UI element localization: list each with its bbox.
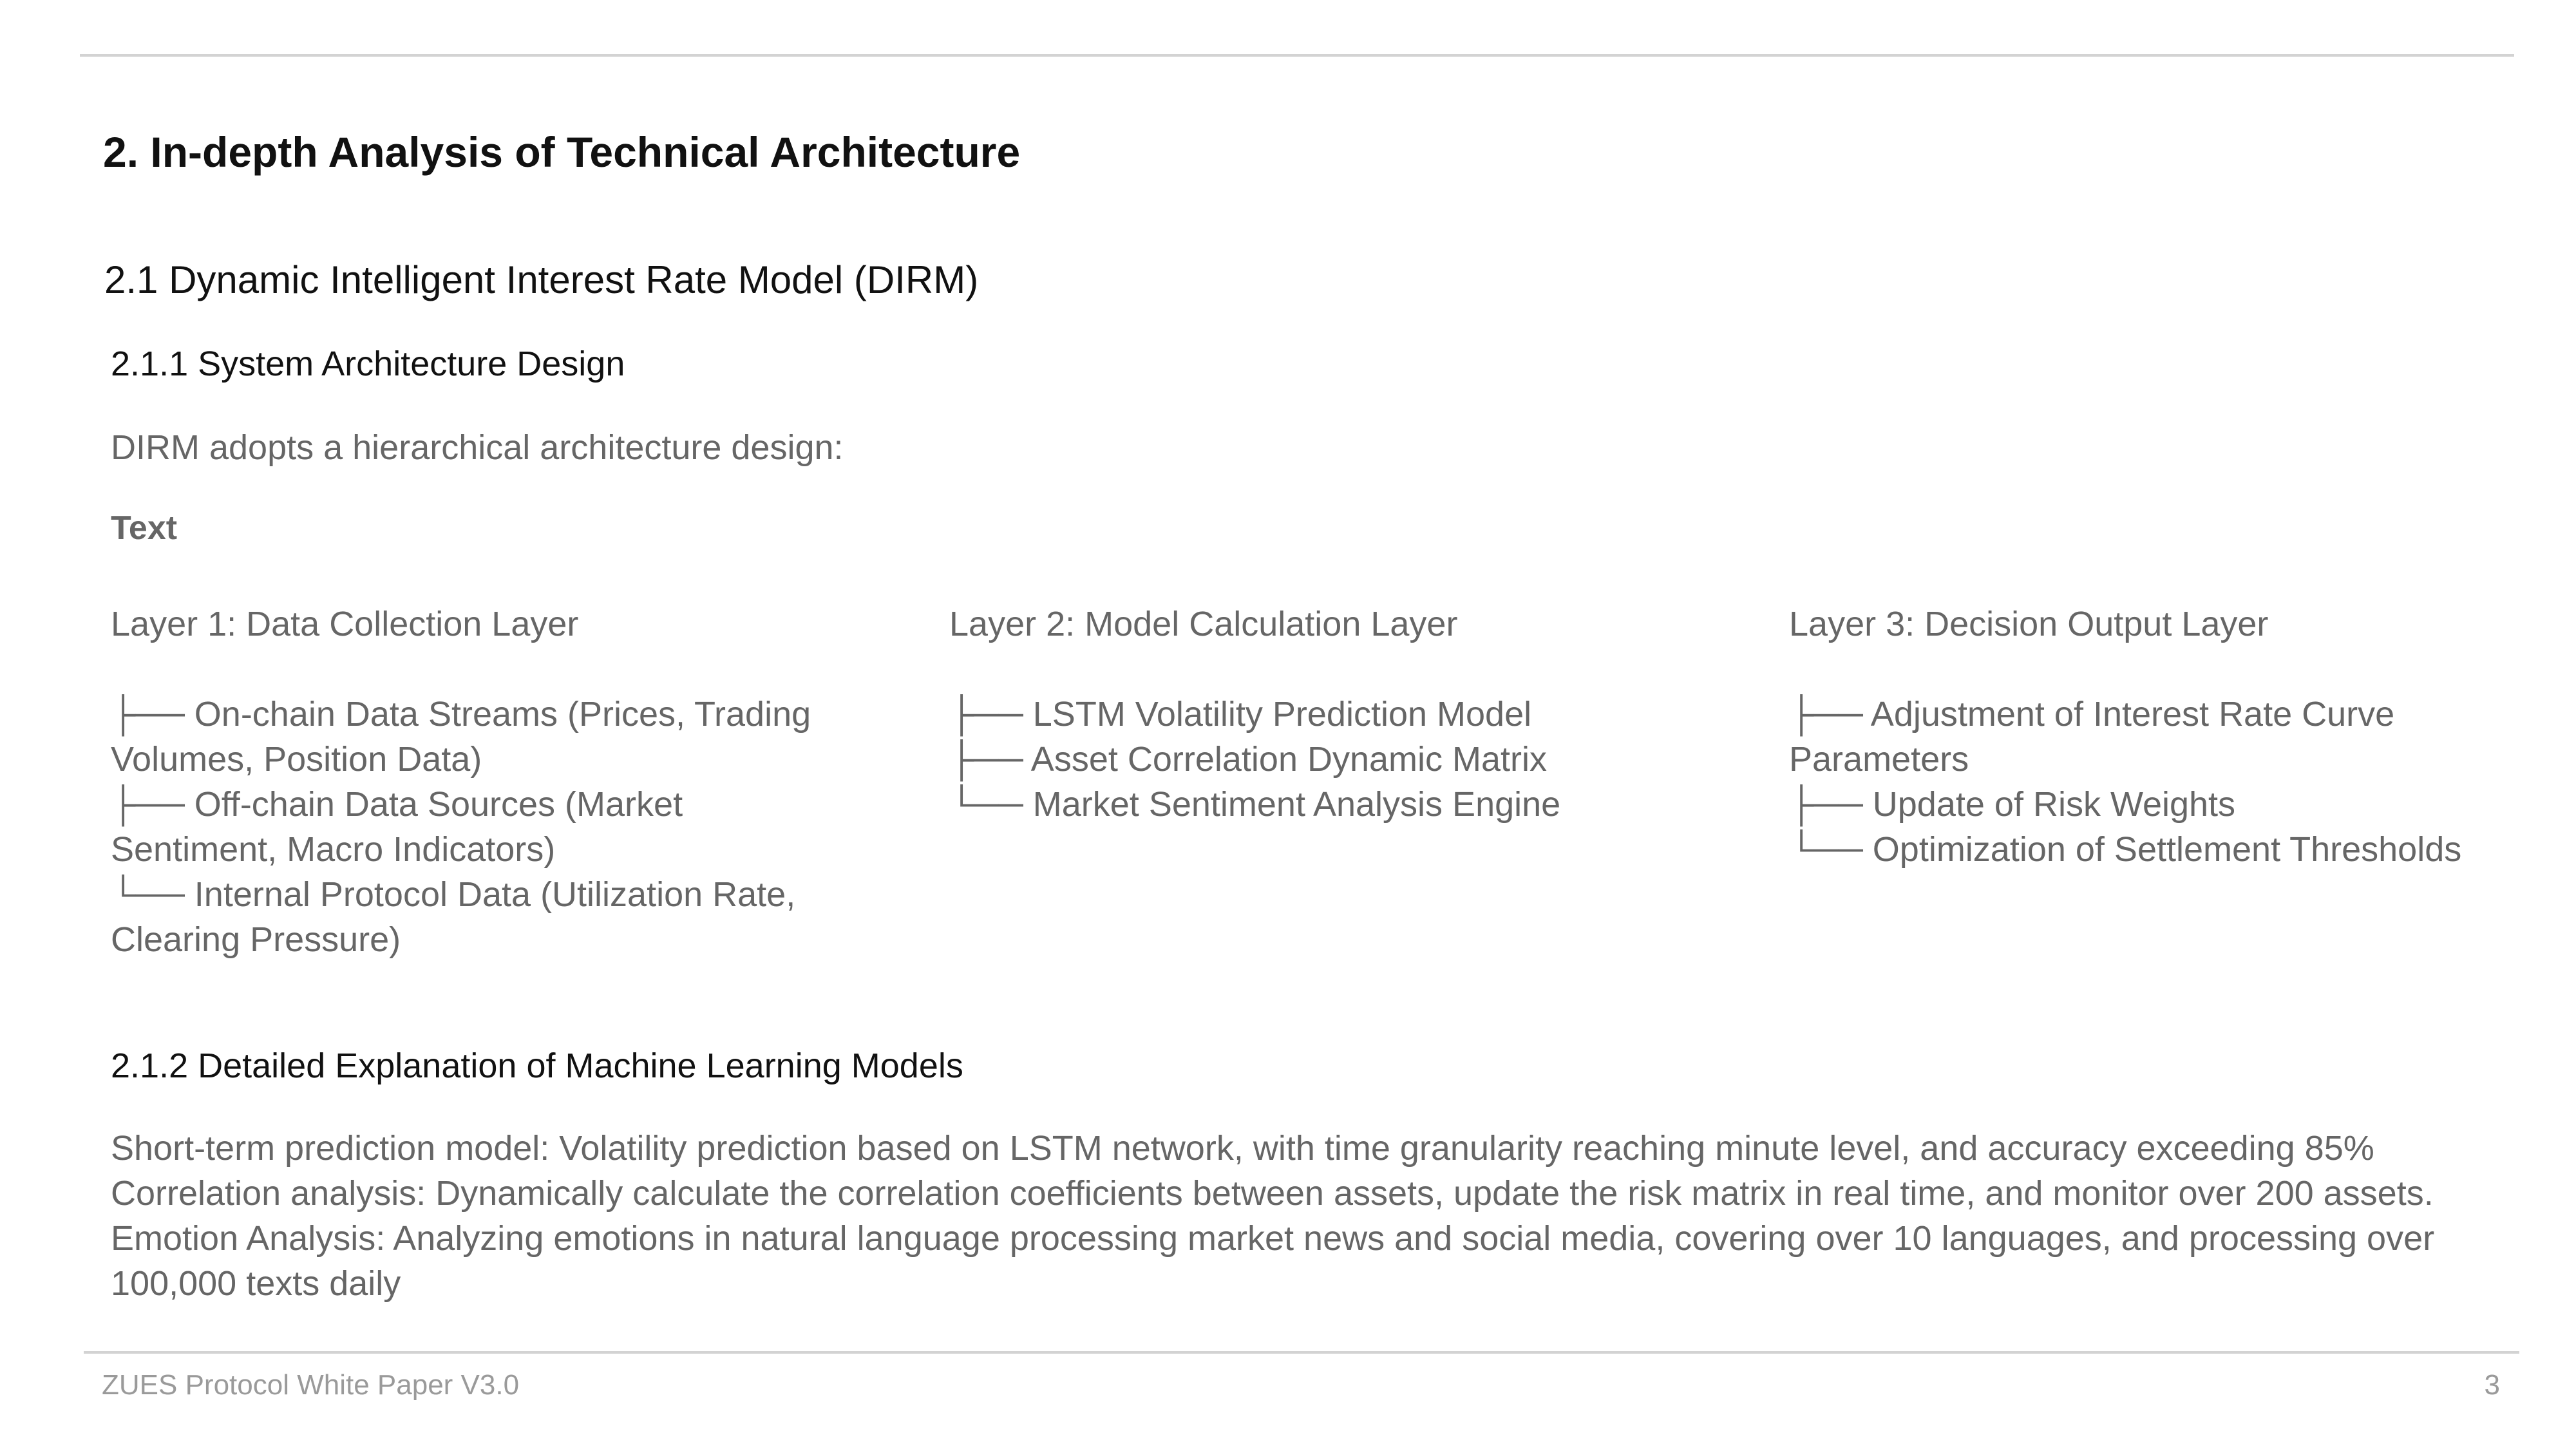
- layer-3-item: ├── Adjustment of Interest Rate Curve Parameters: [1789, 695, 2395, 779]
- model-description: Short-term prediction model: Volatility prediction based on LSTM network, with time granularity reaching minute level, and accuracy exceeding 85%: [111, 1129, 2374, 1168]
- page-number: 3: [2484, 1369, 2500, 1401]
- layer-3-item: ├── Update of Risk Weights: [1789, 785, 2236, 824]
- code-block-label: Text: [111, 509, 178, 547]
- layer-2-item: ├── Asset Correlation Dynamic Matrix: [949, 740, 1548, 779]
- footer-document-title: ZUES Protocol White Paper V3.0: [102, 1369, 520, 1401]
- bottom-divider: [84, 1351, 2519, 1354]
- subsection-title-ml-models: 2.1.2 Detailed Explanation of Machine Learning Models: [111, 1046, 963, 1085]
- layer-1-title: Layer 1: Data Collection Layer: [111, 605, 579, 643]
- page-title: 2. In-depth Analysis of Technical Architecture: [103, 128, 1021, 176]
- layer-2-item: └── Market Sentiment Analysis Engine: [949, 785, 1561, 824]
- layer-2-column: [949, 601, 1709, 827]
- layer-2-title: Layer 2: Model Calculation Layer: [949, 605, 1458, 643]
- layer-1-item: └── Internal Protocol Data (Utilization Rate, Clearing Pressure): [111, 875, 796, 959]
- top-divider: [80, 54, 2514, 57]
- layer-3-item: └── Optimization of Settlement Thresholds: [1789, 830, 2462, 869]
- model-description: Emotion Analysis: Analyzing emotions in natural language processing market news and social media, covering over 10 languages, and processing over 100,000 texts daily: [111, 1219, 2435, 1303]
- layer-3-title: Layer 3: Decision Output Layer: [1789, 605, 2269, 643]
- ml-models-paragraph: [111, 1126, 2519, 1306]
- layer-1-item: ├── On-chain Data Streams (Prices, Trading Volumes, Position Data): [111, 695, 811, 779]
- layer-3-column: [1789, 601, 2530, 872]
- subsection-title-architecture: 2.1.1 System Architecture Design: [111, 345, 625, 383]
- model-description: Correlation analysis: Dynamically calculate the correlation coefficients between assets, update the risk matrix in real time, and monitor over 200 assets.: [111, 1174, 2434, 1213]
- layer-1-item: ├── Off-chain Data Sources (Market Sentiment, Macro Indicators): [111, 785, 683, 869]
- section-title: 2.1 Dynamic Intelligent Interest Rate Model (DIRM): [104, 258, 979, 301]
- layer-1-column: [111, 601, 851, 962]
- intro-paragraph: DIRM adopts a hierarchical architecture design:: [111, 428, 844, 467]
- layer-2-item: ├── LSTM Volatility Prediction Model: [949, 695, 1532, 734]
